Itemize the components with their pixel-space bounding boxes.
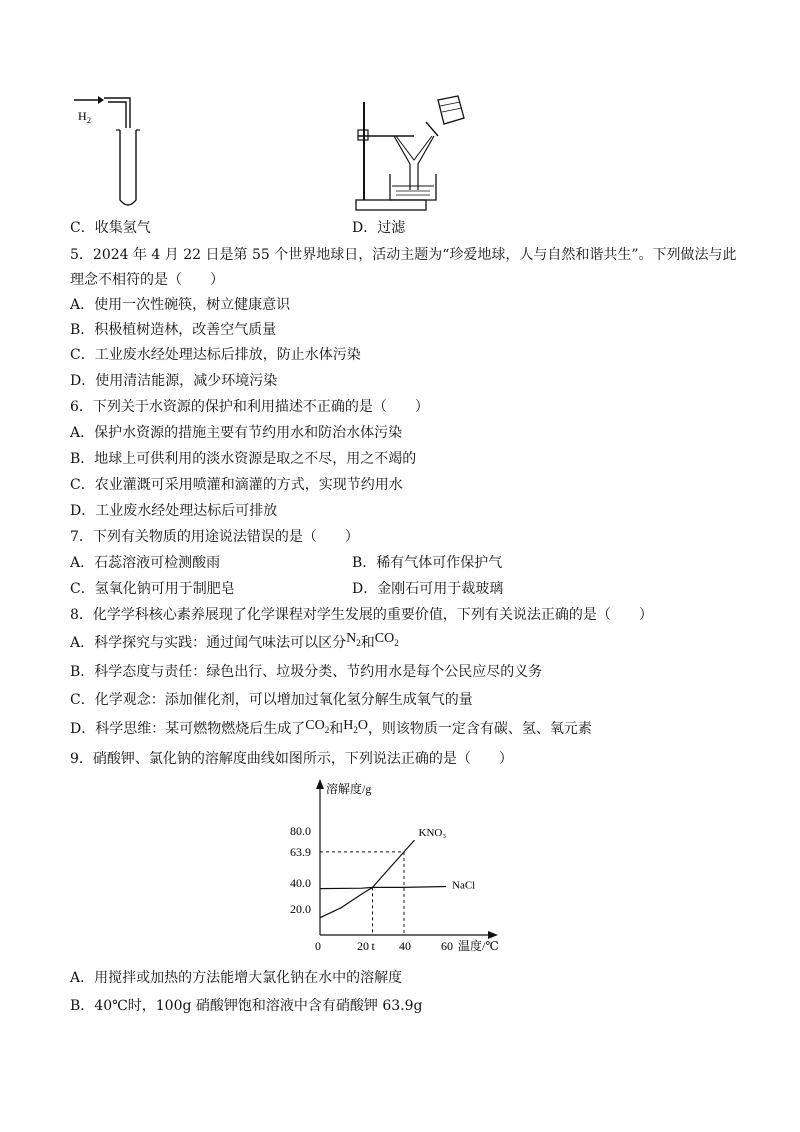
q4-option-d: D．过滤	[352, 220, 406, 236]
q8-option-d: D．科学思维：某可燃物燃烧后生成了$CO_2$和$H_2O$，则该物质一定含有碳、氢、氧元素	[70, 718, 592, 737]
n2-formula: $N_2$	[346, 631, 361, 648]
q9-stem: 9．硝酸钾、氯化钠的溶解度曲线如图所示，下列说法正确的是（ ）	[70, 751, 513, 767]
y-tick-label: 80.0	[290, 824, 311, 838]
series-label-nacl: NaCl	[452, 879, 476, 892]
q6-option-b: B．地球上可供利用的淡水资源是取之不尽，用之不竭的	[70, 451, 417, 467]
q8-option-a: A．科学探究与实践：通过闻气味法可以区分$N_2$和$CO_2$	[70, 631, 399, 651]
filtration-diagram	[350, 92, 470, 216]
q6-option-c: C．农业灌溉可采用喷灌和滴灌的方式，实现节约用水	[70, 477, 403, 493]
q8-stem: 8．化学学科核心素养展现了化学课程对学生发展的重要价值，下列有关说法正确的是（ ）	[70, 607, 653, 623]
q5-option-d: D．使用清洁能源，减少环境污染	[70, 373, 278, 389]
q7-option-a: A．石蕊溶液可检测酸雨	[70, 555, 221, 571]
solubility-chart	[282, 775, 518, 955]
q5-option-c: C．工业废水经处理达标后排放，防止水体污染	[70, 347, 361, 363]
q7-option-c: C．氢氧化钠可用于制肥皂	[70, 581, 235, 597]
test-tube-diagram	[70, 92, 150, 218]
x-tick-label: 20	[357, 939, 369, 953]
q9-option-a: A．用搅拌或加热的方法能增大氯化钠在水中的溶解度	[70, 970, 403, 986]
q7-option-d: D．金刚石可用于裁玻璃	[352, 581, 504, 597]
q4-option-c: C．收集氢气	[70, 220, 151, 236]
q5-stem-line1: 5．2024 年 4 月 22 日是第 55 个世界地球日，活动主题为“珍爱地球，人与自然和谐共生”。下列做法与此	[70, 247, 737, 263]
q7-option-b: B．稀有气体可作保护气	[352, 555, 503, 571]
co2-formula-d: $CO_2$	[305, 718, 330, 735]
q8-option-a-text: A．科学探究与实践：通过闻气味法可以区分	[70, 635, 347, 651]
h2-subscript: 2	[87, 116, 91, 125]
x-tick-label: 40	[399, 939, 411, 953]
q5-option-b: B．积极植树造林，改善空气质量	[70, 322, 277, 338]
co2-formula: $CO_2$	[374, 631, 399, 648]
x-axis-label: 温度/℃	[458, 939, 499, 953]
q8-option-b: B．科学态度与责任：绿色出行、垃圾分类、节约用水是每个公民应尽的义务	[70, 664, 543, 680]
q9-option-b: B．40℃时，100g 硝酸钾饱和溶液中含有硝酸钾 63.9g	[70, 998, 423, 1014]
h2o-formula: $H_2O$	[343, 718, 368, 735]
filtration-figure	[350, 92, 470, 216]
y-axis-arrow	[316, 779, 324, 789]
q6-option-d: D．工业废水经处理达标后可排放	[70, 503, 278, 519]
solubility-chart-svg	[282, 775, 518, 955]
x-tick-label: t	[371, 939, 375, 953]
y-tick-label: 63.9	[290, 844, 311, 859]
x-tick-label: 0	[315, 939, 321, 953]
h2-label: H	[78, 109, 87, 123]
q5-option-a: A．使用一次性碗筷，树立健康意识	[70, 297, 291, 313]
y-tick-label: 20.0	[290, 902, 311, 916]
q5-stem-line2: 理念不相符的是（ ）	[70, 272, 224, 288]
x-axis-arrow	[488, 931, 498, 939]
series-label-kno3: KNO₃	[418, 827, 447, 840]
x-tick-label: 60	[441, 939, 453, 953]
q8-option-c: C．化学观念：添加催化剂，可以增加过氧化氢分解生成氧气的量	[70, 692, 473, 708]
q7-stem: 7．下列有关物质的用途说法错误的是（ ）	[70, 529, 359, 545]
q6-option-a: A．保护水资源的措施主要有节约用水和防治水体污染	[70, 425, 403, 441]
hydrogen-collection-figure	[70, 92, 150, 218]
y-tick-label: 40.0	[290, 876, 311, 890]
series-line-nacl	[320, 887, 446, 889]
q6-stem: 6．下列关于水资源的保护和利用描述不正确的是（ ）	[70, 399, 429, 415]
y-axis-label: 溶解度/g	[326, 782, 372, 796]
